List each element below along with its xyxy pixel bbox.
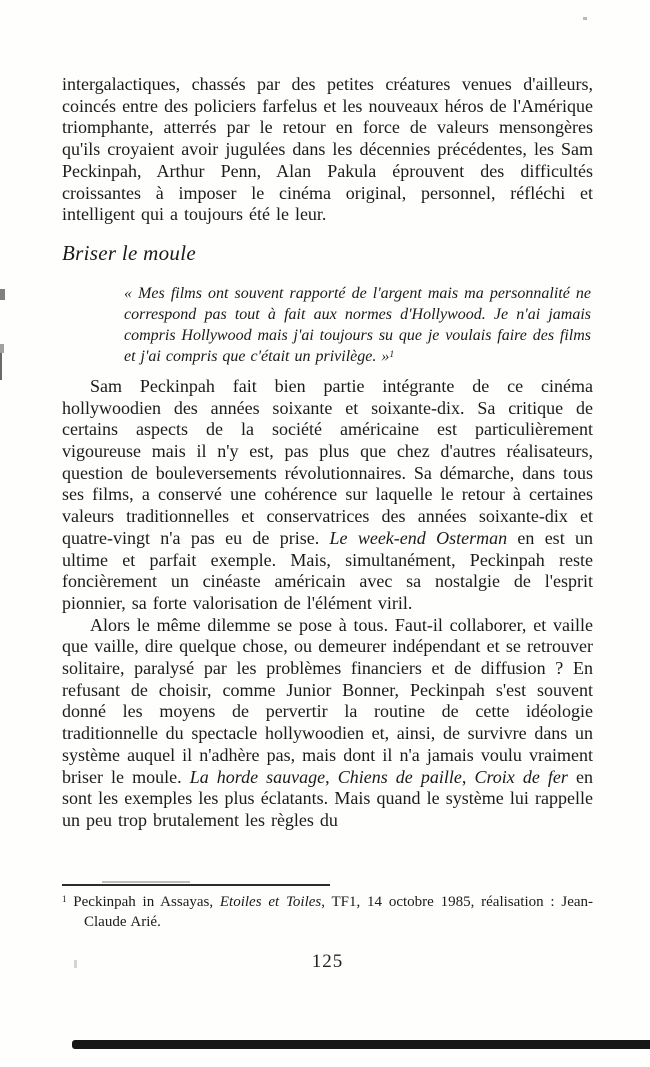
page-content: [62, 74, 593, 832]
scan-artifact-left-edge-3: [0, 353, 2, 380]
scan-artifact-top-speck: [583, 17, 587, 20]
footnote-separator-rule: [62, 884, 330, 886]
section-heading: Briser le moule: [62, 240, 196, 265]
scan-artifact-bottom-bar: [72, 1040, 650, 1049]
footnote-text: $^1$ Peckinpah in Assayas, Etoiles et Toiles, TF1, 14 octobre 1985, réalisation : Jean-Claude Arié.: [62, 893, 594, 930]
body-paragraph-2: Sam Peckinpah fait bien partie intégrante de ce cinéma hollywoodien des années soixante et soixante-dix. Sa critique de certains aspects de la société américaine est particulièrement vigoureuse mais il n'y est, pas plus que chez d'autres réalisateurs, question de bouleversements révolutionnaires. Sa démarche, dans tous ses films, a conservé une cohérence sur laquelle le retour à certaines valeurs traditionnelles et conservatrices des années soixante-dix et quatre-vingt n'a pas eu de prise. Le week-end Osterman en est un ultime et parfait exemple. Mais, simultanément, Peckinpah reste foncièrement un cinéaste américain avec sa nostalgie de l'esprit pionnier, sa forte valorisation de l'élément viril.: [62, 375, 593, 613]
body-paragraph-3: Alors le même dilemme se pose à tous. Faut-il collaborer, et vaille que vaille, dire quelque chose, ou demeurer indépendant et se retrouver solitaire, paralysé par les problèmes financiers et de diffusion ? En refusant de choisir, comme Junior Bonner, Peckinpah s'est souvent donné les moyens de pervertir la routine de cette idéologie traditionnelle du spectacle hollywoodien et, ainsi, de survivre dans un système auquel il n'adhère pas, mais dont il n'a jamais voulu vraiment briser le moule. La horde sauvage, Chiens de paille, Croix de fer en sont les exemples les plus éclatants. Mais quand le système lui rappelle un peu trop brutalement les règles du: [62, 614, 593, 830]
scan-artifact-left-edge-2: [0, 344, 4, 353]
scan-artifact-near-page-number: [74, 960, 77, 968]
body-paragraph-1: intergalactiques, chassés par des petites créatures venues d'ailleurs, coincés entre des policiers farfelus et les nouveaux héros de l'Amérique triomphante, atterrés par le retour en force de valeurs mensongères qu'ils croyaient avoir jugulées dans les décennies précédentes, les Sam Peckinpah, Arthur Penn, Alan Pakula éprouvent des difficultés croissantes à imposer le cinéma original, personnel, réfléchi et intelligent qui a toujours été le leur.: [62, 74, 593, 225]
scan-artifact-left-edge-1: [0, 289, 5, 300]
footnote-area: [62, 884, 593, 932]
block-quote: « Mes films ont souvent rapporté de l'argent mais ma personnalité ne correspond pas tout à fait aux normes d'Hollywood. Je n'ai jamais compris Hollywood mais j'ai toujours su que je voulais faire des films et j'ai compris que c'était un privilège. »$^1$: [124, 284, 591, 365]
scan-smudge: [102, 881, 190, 883]
page-number: 125: [311, 951, 344, 972]
